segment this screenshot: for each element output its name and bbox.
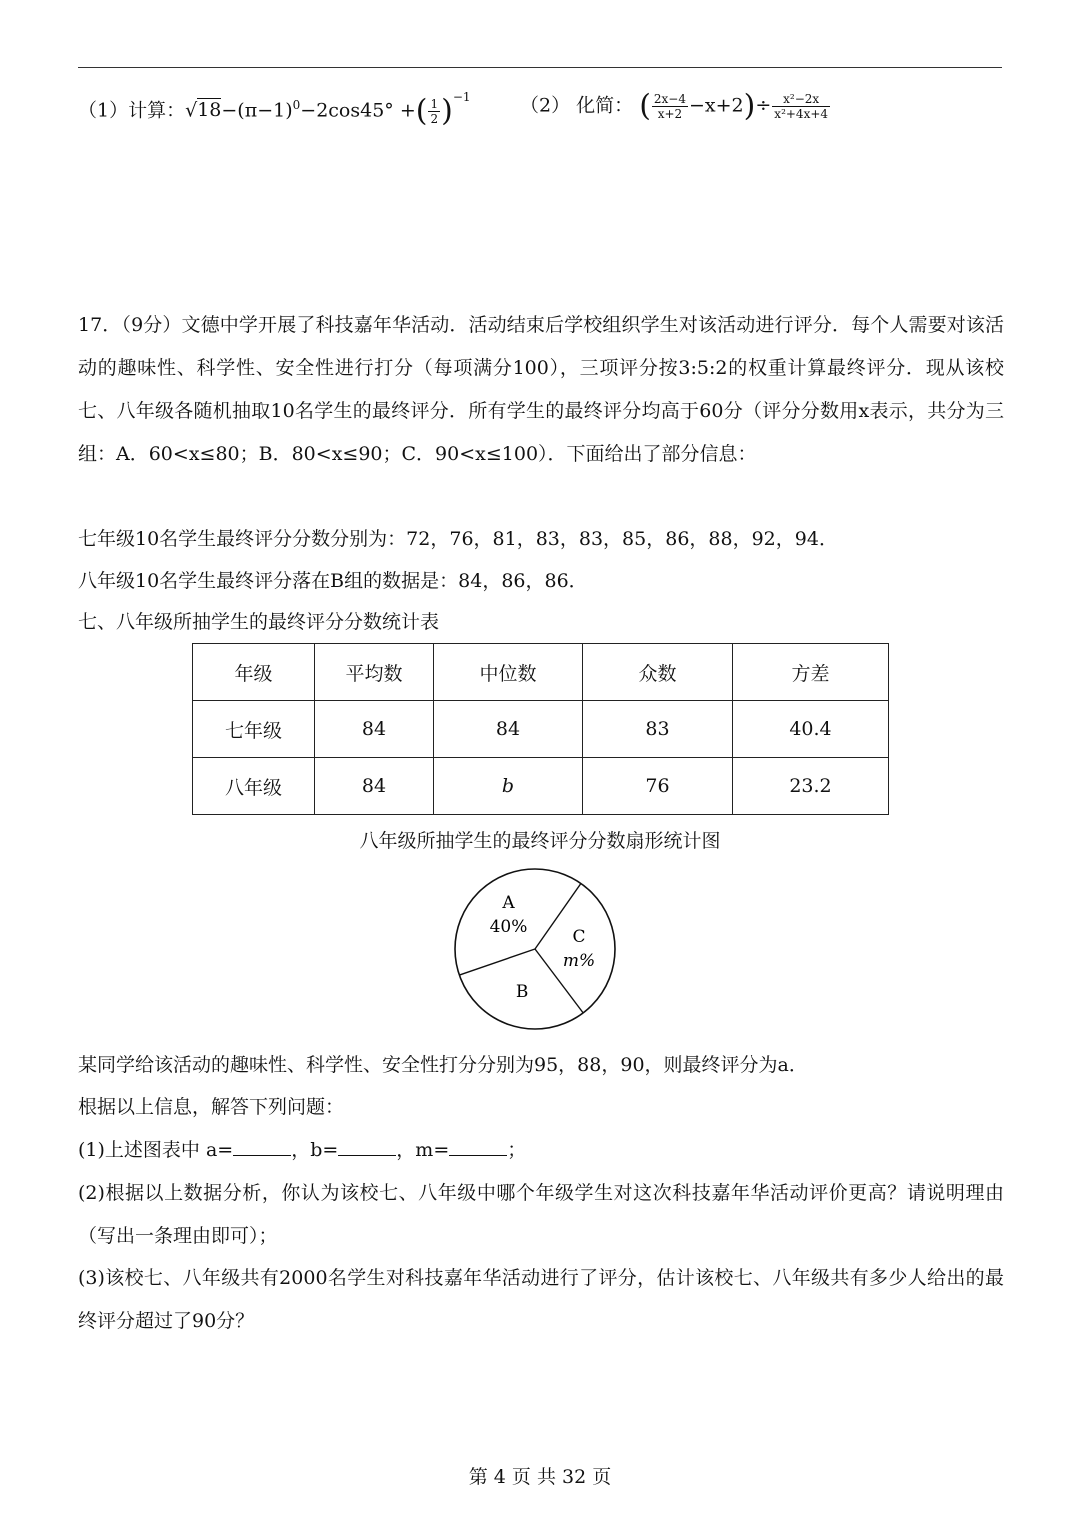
paren-close: ): [441, 93, 453, 129]
pie-slice-value: m%: [562, 951, 596, 972]
table-header-row: [193, 644, 889, 701]
table-cell: 23.2: [733, 758, 889, 815]
table-cell: 40.4: [733, 701, 889, 758]
paren-close-2: ): [743, 88, 756, 124]
q16-part2-label: （2） 化简：: [520, 94, 634, 117]
fraction-1-num: 2x−4: [653, 92, 686, 106]
q16-plus: +: [399, 99, 416, 122]
q17-question-3: (3)该校七、八年级共有2000名学生对科技嘉年华活动进行了评分，估计该校七、八年级共有多少人给出的最终评分超过了90分？: [78, 1267, 1004, 1332]
table-cell: 84: [315, 758, 434, 815]
table-cell: 76: [583, 758, 733, 815]
q16-term-cos: −2cos45°: [300, 99, 394, 122]
q16-part2: [520, 88, 831, 124]
paren-open-2: (: [639, 88, 651, 124]
half-num: 1: [430, 96, 439, 111]
half-fraction: [428, 97, 440, 126]
table-header-cell: 中位数: [434, 644, 583, 701]
q1-a-label: (1)上述图表中 a=: [78, 1139, 234, 1161]
table-cell: 84: [434, 701, 583, 758]
header-rule: [78, 67, 1002, 68]
q16-part1: [78, 90, 471, 129]
table-cell: b: [434, 758, 583, 815]
table-cell: 八年级: [193, 758, 315, 815]
pie-slice-value: 40%: [489, 916, 528, 937]
q16-exp-zero: 0: [292, 98, 301, 112]
table-header-cell: 平均数: [315, 644, 434, 701]
q16-mid-term: −x+2: [689, 94, 744, 117]
q17-grade8-b: 八年级10名学生最终评分落在B组的数据是：84，86，86．: [78, 570, 588, 592]
q1-b-label: ，b=: [291, 1139, 339, 1161]
q17-intro: 17．（9分）文德中学开展了科技嘉年华活动．活动结束后学校组织学生对该活动进行评分．每个人需要对该活动的趣味性、科学性、安全性进行打分（每项满分100），三项评分按3:5:2的权重计算最终评分．现从该校七、八年级各随机抽取10名学生的最终评分．所有学生的最终评分均高于60分（评分分数用x表示，共分为三组：A．60<x≤80；B．80<x≤90；C．90<x≤100）．下面给出了部分信息：: [78, 314, 1004, 465]
q17-table-title: 七、八年级所抽学生的最终评分分数统计表: [78, 611, 440, 633]
q17-after-2: 根据以上信息，解答下列问题：: [78, 1096, 345, 1118]
fraction-2: [772, 92, 830, 121]
half-den: 2: [430, 111, 439, 126]
paren-open: (: [415, 93, 428, 129]
q1-end: ；: [507, 1139, 527, 1161]
fraction-1: [652, 92, 688, 121]
q17-after-1: 某同学给该活动的趣味性、科学性、安全性打分分别为95，88，90，则最终评分为a．: [78, 1054, 808, 1076]
table-header-cell: 众数: [583, 644, 733, 701]
pie-slice-label: C: [572, 927, 586, 948]
q17-grade7-scores: 七年级10名学生最终评分分数分别为：72，76，81，83，83，85，86，88，92，94．: [78, 528, 838, 550]
fraction-2-num: x²−2x: [772, 92, 830, 107]
q16-term-pi: −(π−1): [221, 99, 293, 122]
pie-slice-label: B: [515, 982, 529, 1003]
pie-title: 八年级所抽学生的最终评分分数扇形统计图: [359, 830, 721, 852]
table-row: [193, 758, 889, 815]
table-header-cell: 年级: [193, 644, 315, 701]
table-header-cell: 方差: [733, 644, 889, 701]
table-row: [193, 701, 889, 758]
divide-sign: ÷: [755, 94, 772, 117]
sqrt-sign: √: [185, 99, 198, 122]
stats-table: [192, 643, 889, 815]
fraction-1-den: x+2: [657, 107, 683, 121]
fraction-2-den: x²+4x+4: [774, 107, 829, 121]
sqrt-radicand: 18: [197, 99, 222, 122]
table-cell: 七年级: [193, 701, 315, 758]
page-footer: 第 4 页 共 32 页: [468, 1466, 612, 1488]
q17-question-1: [78, 1129, 1004, 1172]
table-cell: 84: [315, 701, 434, 758]
table-cell: 83: [583, 701, 733, 758]
pie-chart: [450, 864, 620, 1034]
pie-slice-label: A: [502, 892, 515, 913]
q17-question-2: (2)根据以上数据分析，你认为该校七、八年级中哪个年级学生对这次科技嘉年华活动评价更高？请说明理由（写出一条理由即可）；: [78, 1182, 1004, 1247]
q1-m-label: ，m=: [396, 1139, 450, 1161]
answer-blank-a[interactable]: [233, 1137, 291, 1156]
q16-part1-label: （1）计算：: [78, 99, 186, 122]
answer-blank-b[interactable]: [338, 1137, 396, 1156]
answer-blank-m[interactable]: [449, 1137, 507, 1156]
q16-exp-neg: −1: [452, 90, 471, 104]
